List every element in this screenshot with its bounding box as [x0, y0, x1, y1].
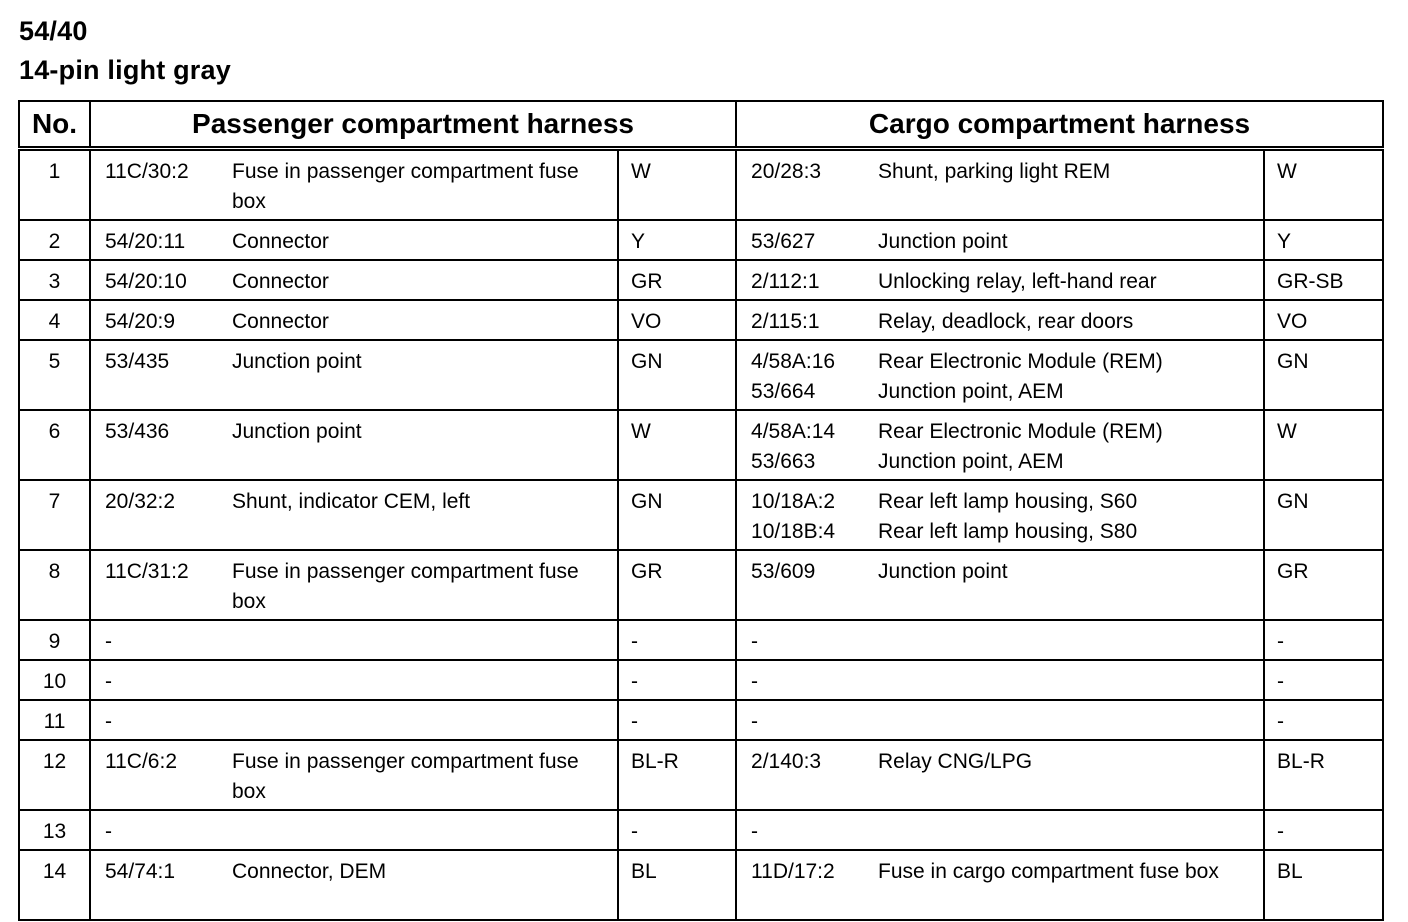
cell-text: BL-R	[1277, 750, 1325, 773]
cargo-code	[736, 220, 878, 260]
passenger-wire-color	[618, 550, 736, 620]
cell-text: Connector	[232, 310, 329, 333]
cargo-wire-color	[1264, 300, 1383, 340]
cargo-description	[878, 340, 1264, 410]
cell-text: -	[105, 670, 112, 693]
cargo-code	[736, 410, 878, 480]
table-row	[19, 480, 1383, 550]
passenger-wire-color	[618, 480, 736, 550]
passenger-description	[232, 220, 618, 260]
cell-text: BL-R	[631, 750, 679, 773]
cargo-description	[878, 149, 1264, 221]
cell-text: Junction point, AEM	[878, 450, 1064, 473]
cell-text: Fuse in passenger compartment fuse box	[232, 160, 579, 213]
pin-number	[19, 300, 90, 340]
cell-text: -	[631, 630, 638, 653]
cargo-description	[878, 810, 1264, 850]
cell-text: 2	[48, 230, 61, 253]
cargo-wire-color	[1264, 340, 1383, 410]
cell-text: VO	[1277, 310, 1308, 333]
cell-text: Junction point	[232, 420, 362, 443]
cargo-wire-color	[1264, 149, 1383, 221]
cargo-wire-color	[1264, 700, 1383, 740]
table-row	[19, 300, 1383, 340]
cargo-wire-color	[1264, 550, 1383, 620]
passenger-wire-color	[618, 149, 736, 221]
table-row	[19, 660, 1383, 700]
cargo-wire-color	[1264, 740, 1383, 810]
passenger-code	[90, 620, 232, 660]
cargo-description	[878, 220, 1264, 260]
passenger-code	[90, 660, 232, 700]
cell-text: W	[1277, 160, 1297, 183]
pin-number	[19, 480, 90, 550]
cargo-description	[878, 620, 1264, 660]
header-cargo: Cargo compartment harness	[736, 101, 1383, 149]
cell-text: 11D/17:2	[751, 860, 835, 883]
cargo-code	[736, 149, 878, 221]
cell-text: -	[751, 710, 759, 733]
cell-text: 11C/30:2	[105, 160, 189, 183]
cell-text: 54/20:9	[105, 310, 176, 333]
passenger-code	[90, 410, 232, 480]
cell-text: 2/115:1	[751, 310, 820, 333]
pin-number	[19, 850, 90, 920]
passenger-description	[232, 480, 618, 550]
cell-text: 53/663	[751, 450, 816, 473]
cargo-wire-color	[1264, 480, 1383, 550]
passenger-wire-color	[618, 410, 736, 480]
cargo-wire-color	[1264, 660, 1383, 700]
cell-text: -	[105, 710, 112, 733]
cell-text: 2/140:3	[751, 750, 822, 773]
cell-text: 20/32:2	[105, 490, 176, 513]
passenger-description	[232, 850, 618, 920]
cargo-description	[878, 660, 1264, 700]
cell-text: 53/436	[105, 420, 170, 443]
cell-text: Connector	[232, 270, 329, 293]
cargo-description	[878, 550, 1264, 620]
cell-text: -	[631, 710, 638, 733]
passenger-wire-color	[618, 740, 736, 810]
cell-text: 54/74:1	[105, 860, 176, 883]
cell-text: -	[1277, 820, 1285, 843]
passenger-wire-color	[618, 810, 736, 850]
cargo-wire-color	[1264, 620, 1383, 660]
cell-text: 4/58A:16	[751, 350, 836, 373]
cell-text: Rear left lamp housing, S80	[878, 520, 1138, 543]
passenger-code	[90, 850, 232, 920]
cell-text: 54/20:10	[105, 270, 187, 293]
cell-text: Shunt, parking light REM	[878, 160, 1111, 183]
cell-text: 11	[43, 710, 66, 733]
cell-text: GN	[631, 490, 663, 513]
table-row	[19, 810, 1383, 850]
passenger-wire-color	[618, 220, 736, 260]
cargo-wire-color	[1264, 850, 1383, 920]
cargo-code	[736, 700, 878, 740]
cell-text: Y	[631, 230, 646, 253]
cell-text: 10/18B:4	[751, 520, 836, 543]
cell-text: Relay CNG/LPG	[878, 750, 1033, 773]
table-header-row	[19, 101, 1383, 149]
cell-text: W	[631, 420, 651, 443]
cell-text: Y	[1277, 230, 1292, 253]
passenger-description	[232, 149, 618, 221]
passenger-description	[232, 700, 618, 740]
cell-text: GN	[631, 350, 663, 373]
passenger-code	[90, 260, 232, 300]
cargo-description	[878, 850, 1264, 920]
cell-text: GR-SB	[1277, 270, 1344, 293]
cargo-code	[736, 850, 878, 920]
cell-text: Junction point, AEM	[878, 380, 1064, 403]
passenger-description	[232, 260, 618, 300]
pin-number	[19, 340, 90, 410]
cargo-code	[736, 480, 878, 550]
table-row	[19, 550, 1383, 620]
cell-text: 11C/6:2	[105, 750, 177, 773]
cell-text: 53/435	[105, 350, 170, 373]
cell-text: 7	[48, 490, 61, 513]
table-row	[19, 260, 1383, 300]
passenger-description	[232, 620, 618, 660]
cell-text: Junction point	[232, 350, 362, 373]
header-passenger: Passenger compartment harness	[90, 101, 736, 149]
cell-text: -	[1277, 710, 1285, 733]
cell-text: Shunt, indicator CEM, left	[232, 490, 471, 513]
cell-text: GN	[1277, 350, 1309, 373]
cell-text: W	[1277, 420, 1297, 443]
cell-text: GN	[1277, 490, 1309, 513]
cell-text: 20/28:3	[751, 160, 822, 183]
pinout-table	[18, 100, 1384, 921]
passenger-code	[90, 300, 232, 340]
cell-text: 53/609	[751, 560, 816, 583]
cell-text: 6	[48, 420, 61, 443]
connector-id: 54/40	[19, 16, 88, 46]
cell-text: 53/664	[751, 380, 816, 403]
cargo-code	[736, 810, 878, 850]
passenger-description	[232, 810, 618, 850]
pin-number	[19, 740, 90, 810]
cargo-wire-color	[1264, 220, 1383, 260]
cell-text: 8	[48, 560, 61, 583]
cell-text: GR	[631, 560, 663, 583]
cell-text: Fuse in cargo compartment fuse box	[878, 860, 1219, 883]
pin-number	[19, 620, 90, 660]
pin-number	[19, 550, 90, 620]
cell-text: 1	[48, 160, 61, 183]
cargo-description	[878, 740, 1264, 810]
cell-text: -	[1277, 670, 1285, 693]
passenger-code	[90, 810, 232, 850]
passenger-wire-color	[618, 300, 736, 340]
cell-text: 13	[42, 820, 67, 843]
passenger-code	[90, 149, 232, 221]
cargo-code	[736, 740, 878, 810]
passenger-code	[90, 340, 232, 410]
pin-number	[19, 410, 90, 480]
cell-text: -	[105, 630, 112, 653]
table-row	[19, 340, 1383, 410]
cell-text: -	[631, 670, 638, 693]
cell-text: 5	[48, 350, 61, 373]
cell-text: GR	[631, 270, 663, 293]
passenger-code	[90, 740, 232, 810]
cell-text: 10/18A:2	[751, 490, 836, 513]
table-row	[19, 620, 1383, 660]
cell-text: 2/112:1	[751, 270, 820, 293]
passenger-wire-color	[618, 850, 736, 920]
passenger-wire-color	[618, 260, 736, 300]
cell-text: 54/20:11	[105, 230, 186, 253]
cell-text: Connector	[232, 230, 329, 253]
cell-text: 10	[42, 670, 67, 693]
cell-text: Rear left lamp housing, S60	[878, 490, 1138, 513]
cell-text: -	[751, 630, 759, 653]
passenger-wire-color	[618, 620, 736, 660]
passenger-code	[90, 700, 232, 740]
cargo-wire-color	[1264, 260, 1383, 300]
passenger-code	[90, 220, 232, 260]
cell-text: Junction point	[878, 230, 1008, 253]
cargo-code	[736, 340, 878, 410]
passenger-wire-color	[618, 660, 736, 700]
passenger-description	[232, 300, 618, 340]
pin-number	[19, 260, 90, 300]
cell-text: 4/58A:14	[751, 420, 836, 443]
cargo-description	[878, 300, 1264, 340]
passenger-code	[90, 550, 232, 620]
passenger-description	[232, 410, 618, 480]
pin-number	[19, 660, 90, 700]
cell-text: Relay, deadlock, rear doors	[878, 310, 1134, 333]
table-row	[19, 149, 1383, 221]
table-row	[19, 220, 1383, 260]
cargo-code	[736, 260, 878, 300]
cell-text: Unlocking relay, left-hand rear	[878, 270, 1157, 293]
cell-text: 11C/31:2	[105, 560, 189, 583]
cell-text: -	[751, 670, 759, 693]
pin-number	[19, 149, 90, 221]
pin-number	[19, 700, 90, 740]
connector-description: 14-pin light gray	[19, 55, 231, 85]
cargo-code	[736, 620, 878, 660]
table-row	[19, 700, 1383, 740]
cargo-code	[736, 550, 878, 620]
passenger-wire-color	[618, 340, 736, 410]
cell-text: Rear Electronic Module (REM)	[878, 420, 1163, 443]
cell-text: BL	[1277, 860, 1303, 883]
cell-text: Rear Electronic Module (REM)	[878, 350, 1163, 373]
table-row	[19, 740, 1383, 810]
cargo-description	[878, 260, 1264, 300]
cell-text: 3	[48, 270, 61, 293]
cell-text: Junction point	[878, 560, 1008, 583]
pin-number	[19, 810, 90, 850]
cargo-description	[878, 700, 1264, 740]
passenger-wire-color	[618, 700, 736, 740]
pin-number	[19, 220, 90, 260]
passenger-code	[90, 480, 232, 550]
cell-text: 9	[48, 630, 61, 653]
cargo-description	[878, 480, 1264, 550]
cell-text: -	[631, 820, 638, 843]
cell-text: GR	[1277, 560, 1309, 583]
cell-text: -	[105, 820, 112, 843]
cell-text: -	[751, 820, 759, 843]
passenger-description	[232, 340, 618, 410]
cargo-code	[736, 660, 878, 700]
cell-text: 14	[42, 860, 67, 883]
passenger-description	[232, 660, 618, 700]
cell-text: BL	[631, 860, 657, 883]
table-row	[19, 410, 1383, 480]
cell-text: 4	[48, 310, 61, 333]
passenger-description	[232, 550, 618, 620]
cargo-wire-color	[1264, 810, 1383, 850]
cell-text: Fuse in passenger compartment fuse box	[232, 560, 579, 613]
cargo-code	[736, 300, 878, 340]
passenger-description	[232, 740, 618, 810]
cell-text: 53/627	[751, 230, 816, 253]
cargo-description	[878, 410, 1264, 480]
cargo-wire-color	[1264, 410, 1383, 480]
cell-text: Fuse in passenger compartment fuse box	[232, 750, 579, 803]
cell-text: Connector, DEM	[232, 860, 387, 883]
cell-text: -	[1277, 630, 1285, 653]
header-no: No.	[19, 101, 90, 149]
table-row	[19, 850, 1383, 920]
cell-text: VO	[631, 310, 662, 333]
cell-text: W	[631, 160, 651, 183]
cell-text: 12	[42, 750, 67, 773]
